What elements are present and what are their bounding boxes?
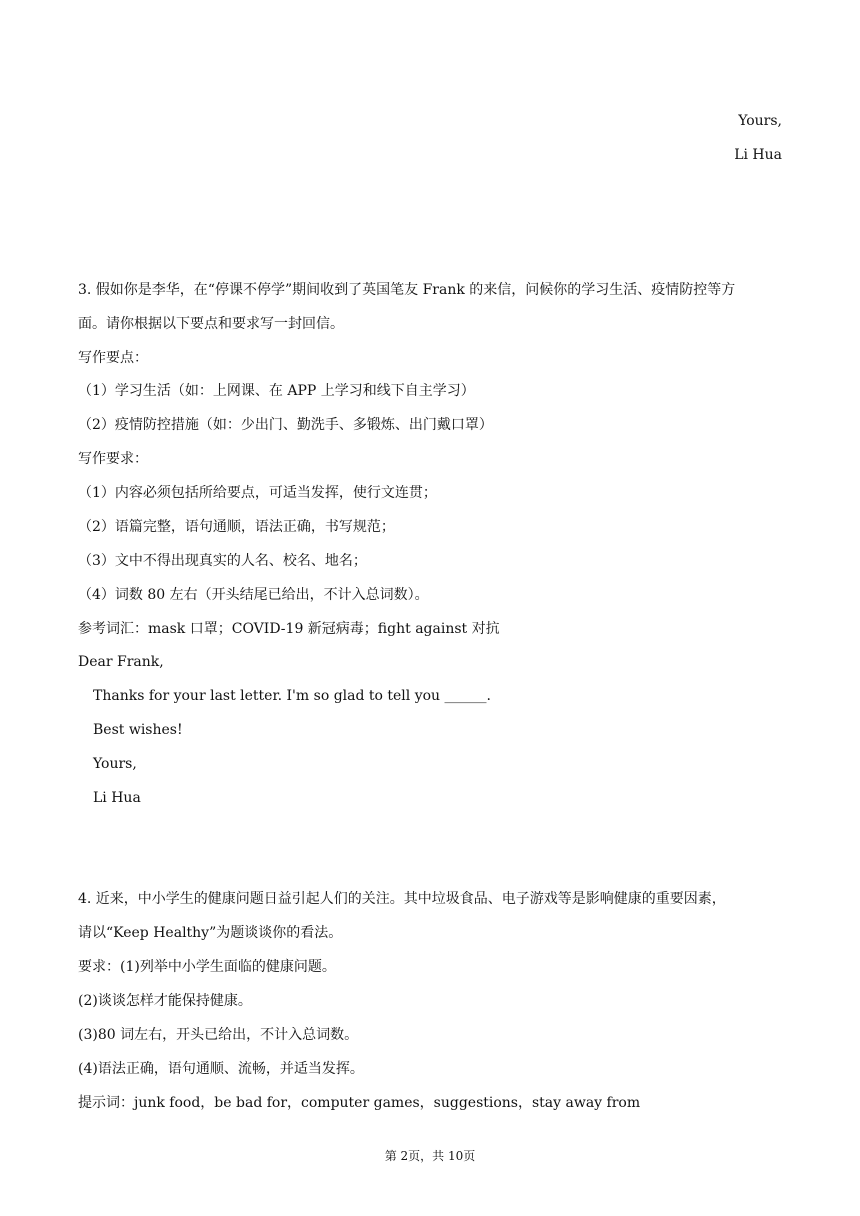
q4-line2: 请以“Keep Healthy”为题谈谈你的看法。 [78, 925, 343, 941]
q3-name: Li Hua [93, 790, 141, 806]
q3-req3: （3）文中不得出现真实的人名、校名、地名； [78, 553, 367, 569]
q4-req1: 要求：(1)列举中小学生面临的健康问题。 [78, 959, 336, 975]
q4-line1: 4. 近来，中小学生的健康问题日益引起人们的关注。其中垃圾食品、电子游戏等是影响健康的重要因素， [78, 891, 726, 907]
q3-point2: （2）疫情防控措施（如：少出门、勤洗手、多锻炼、出门戴口罩） [78, 417, 493, 433]
page-footer: 第 2页，共 10页 [384, 1149, 476, 1163]
q3-req-title: 写作要求： [78, 451, 148, 467]
q3-line1: 3. 假如你是李华，在“停课不停学”期间收到了英国笔友 Frank 的来信，问候你的学习生活、疫情防控等方 [78, 282, 736, 298]
q4-req2: (2)谈谈怎样才能保持健康。 [78, 993, 252, 1009]
closing-yours: Yours, [738, 113, 782, 129]
q3-req4: （4）词数 80 左右（开头结尾已给出，不计入总词数）。 [78, 587, 429, 603]
q3-vocab: 参考词汇：mask 口罩；COVID-19 新冠病毒；fight against 对抗 [78, 621, 500, 637]
q3-points-title: 写作要点： [78, 350, 148, 366]
closing-name: Li Hua [734, 147, 782, 163]
q4-req3: (3)80 词左右，开头已给出，不计入总词数。 [78, 1027, 359, 1043]
q4-req4: (4)语法正确，语句通顺、流畅，并适当发挥。 [78, 1061, 364, 1077]
q4-hints: 提示词：junk food，be bad for，computer games，suggestions，stay away from [78, 1095, 641, 1111]
q3-yours: Yours, [93, 756, 137, 772]
q3-req1: （1）内容必须包括所给要点，可适当发挥，使行文连贯； [78, 485, 437, 501]
q3-greeting: Dear Frank, [78, 654, 164, 670]
q3-opening: Thanks for your last letter. I'm so glad to tell you ______. [93, 688, 491, 704]
q3-point1: （1）学习生活（如：上网课、在 APP 上学习和线下自主学习） [78, 383, 475, 399]
q3-line2: 面。请你根据以下要点和要求写一封回信。 [78, 316, 344, 332]
q3-wishes: Best wishes! [93, 722, 183, 738]
q3-req2: （2）语篇完整，语句通顺，语法正确，书写规范； [78, 519, 395, 535]
